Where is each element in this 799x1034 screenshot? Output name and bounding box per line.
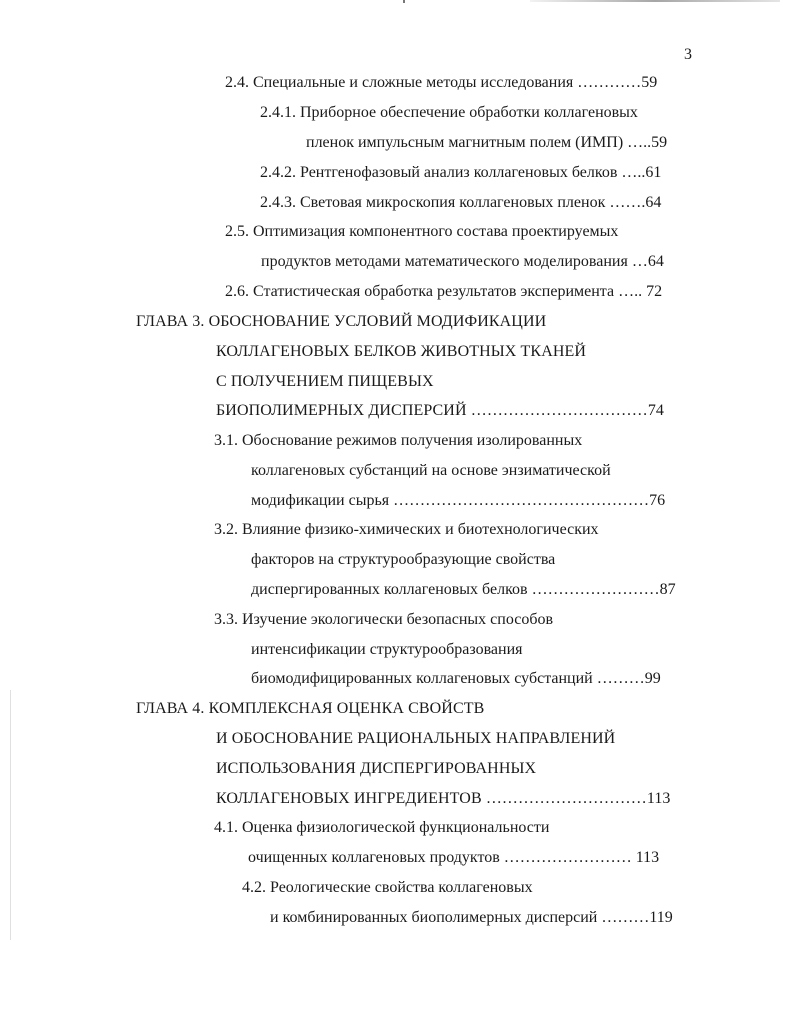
toc-entry-3-1-cont-1: коллагеновых субстанций на основе энзиматической — [251, 462, 611, 479]
toc-chapter-3: ГЛАВА 3. ОБОСНОВАНИЕ УСЛОВИЙ МОДИФИКАЦИИ — [136, 313, 547, 330]
toc-entry-4-2-cont: и комбинированных биополимерных дисперсий ………119 — [270, 909, 673, 926]
toc-entry-3-1: 3.1. Обоснование режимов получения изолированных — [214, 432, 583, 449]
toc-entry-2-4-1-cont: пленок импульсным магнитным полем (ИМП) …..59 — [306, 134, 668, 151]
toc-entry-3-2-cont-1: факторов на структурообразующие свойства — [251, 551, 556, 568]
toc-entry-3-3-cont-1: интенсификации структурообразования — [251, 641, 523, 658]
toc-entry-2-5: 2.5. Оптимизация компонентного состава проектируемых — [225, 223, 619, 240]
toc-entry-4-1-cont: очищенных коллагеновых продуктов …………………… 113 — [248, 849, 660, 866]
toc-entry-3-2: 3.2. Влияние физико-химических и биотехнологических — [214, 521, 599, 538]
toc-entry-2-4-1: 2.4.1. Приборное обеспечение обработки коллагеновых — [260, 104, 638, 121]
toc-chapter-3-cont-2: С ПОЛУЧЕНИЕМ ПИЩЕВЫХ — [216, 373, 434, 390]
toc-chapter-4-cont-3: КОЛЛАГЕНОВЫХ ИНГРЕДИЕНТОВ …………………………113 — [216, 790, 671, 807]
toc-entry-2-4-2: 2.4.2. Рентгенофазовый анализ коллагеновых белков …..61 — [260, 164, 662, 181]
toc-chapter-4-cont-2: ИСПОЛЬЗОВАНИЯ ДИСПЕРГИРОВАННЫХ — [216, 760, 537, 777]
scan-artifact-left — [10, 690, 11, 940]
page-number: 3 — [684, 46, 692, 63]
scan-artifact-dot — [403, 0, 405, 3]
toc-entry-3-2-cont-2: диспергированных коллагеновых белков ……………………87 — [251, 581, 676, 598]
toc-entry-2-4: 2.4. Специальные и сложные методы исследования …………59 — [225, 74, 658, 91]
toc-chapter-3-cont-1: КОЛЛАГЕНОВЫХ БЕЛКОВ ЖИВОТНЫХ ТКАНЕЙ — [216, 343, 587, 360]
toc-entry-3-3: 3.3. Изучение экологически безопасных способов — [214, 611, 554, 628]
toc-chapter-4: ГЛАВА 4. КОМПЛЕКСНАЯ ОЦЕНКА СВОЙСТВ — [136, 700, 485, 717]
toc-entry-4-1: 4.1. Оценка физиологической функциональности — [214, 819, 550, 836]
scan-artifact-top — [530, 0, 780, 2]
toc-entry-4-2: 4.2. Реологические свойства коллагеновых — [242, 879, 533, 896]
toc-entry-2-5-cont: продуктов методами математического моделирования …64 — [261, 253, 664, 270]
toc-entry-3-1-cont-2: модификации сырья …………………………………………76 — [251, 492, 666, 509]
toc-chapter-4-cont-1: И ОБОСНОВАНИЕ РАЦИОНАЛЬНЫХ НАПРАВЛЕНИЙ — [216, 730, 616, 747]
toc-entry-2-6: 2.6. Статистическая обработка результатов эксперимента ….. 72 — [225, 283, 663, 300]
toc-entry-2-4-3: 2.4.3. Световая микроскопия коллагеновых пленок …….64 — [260, 194, 662, 211]
toc-chapter-3-cont-3: БИОПОЛИМЕРНЫХ ДИСПЕРСИЙ ……………………………74 — [216, 402, 665, 419]
toc-entry-3-3-cont-2: биомодифицированных коллагеновых субстанций ………99 — [251, 670, 661, 687]
